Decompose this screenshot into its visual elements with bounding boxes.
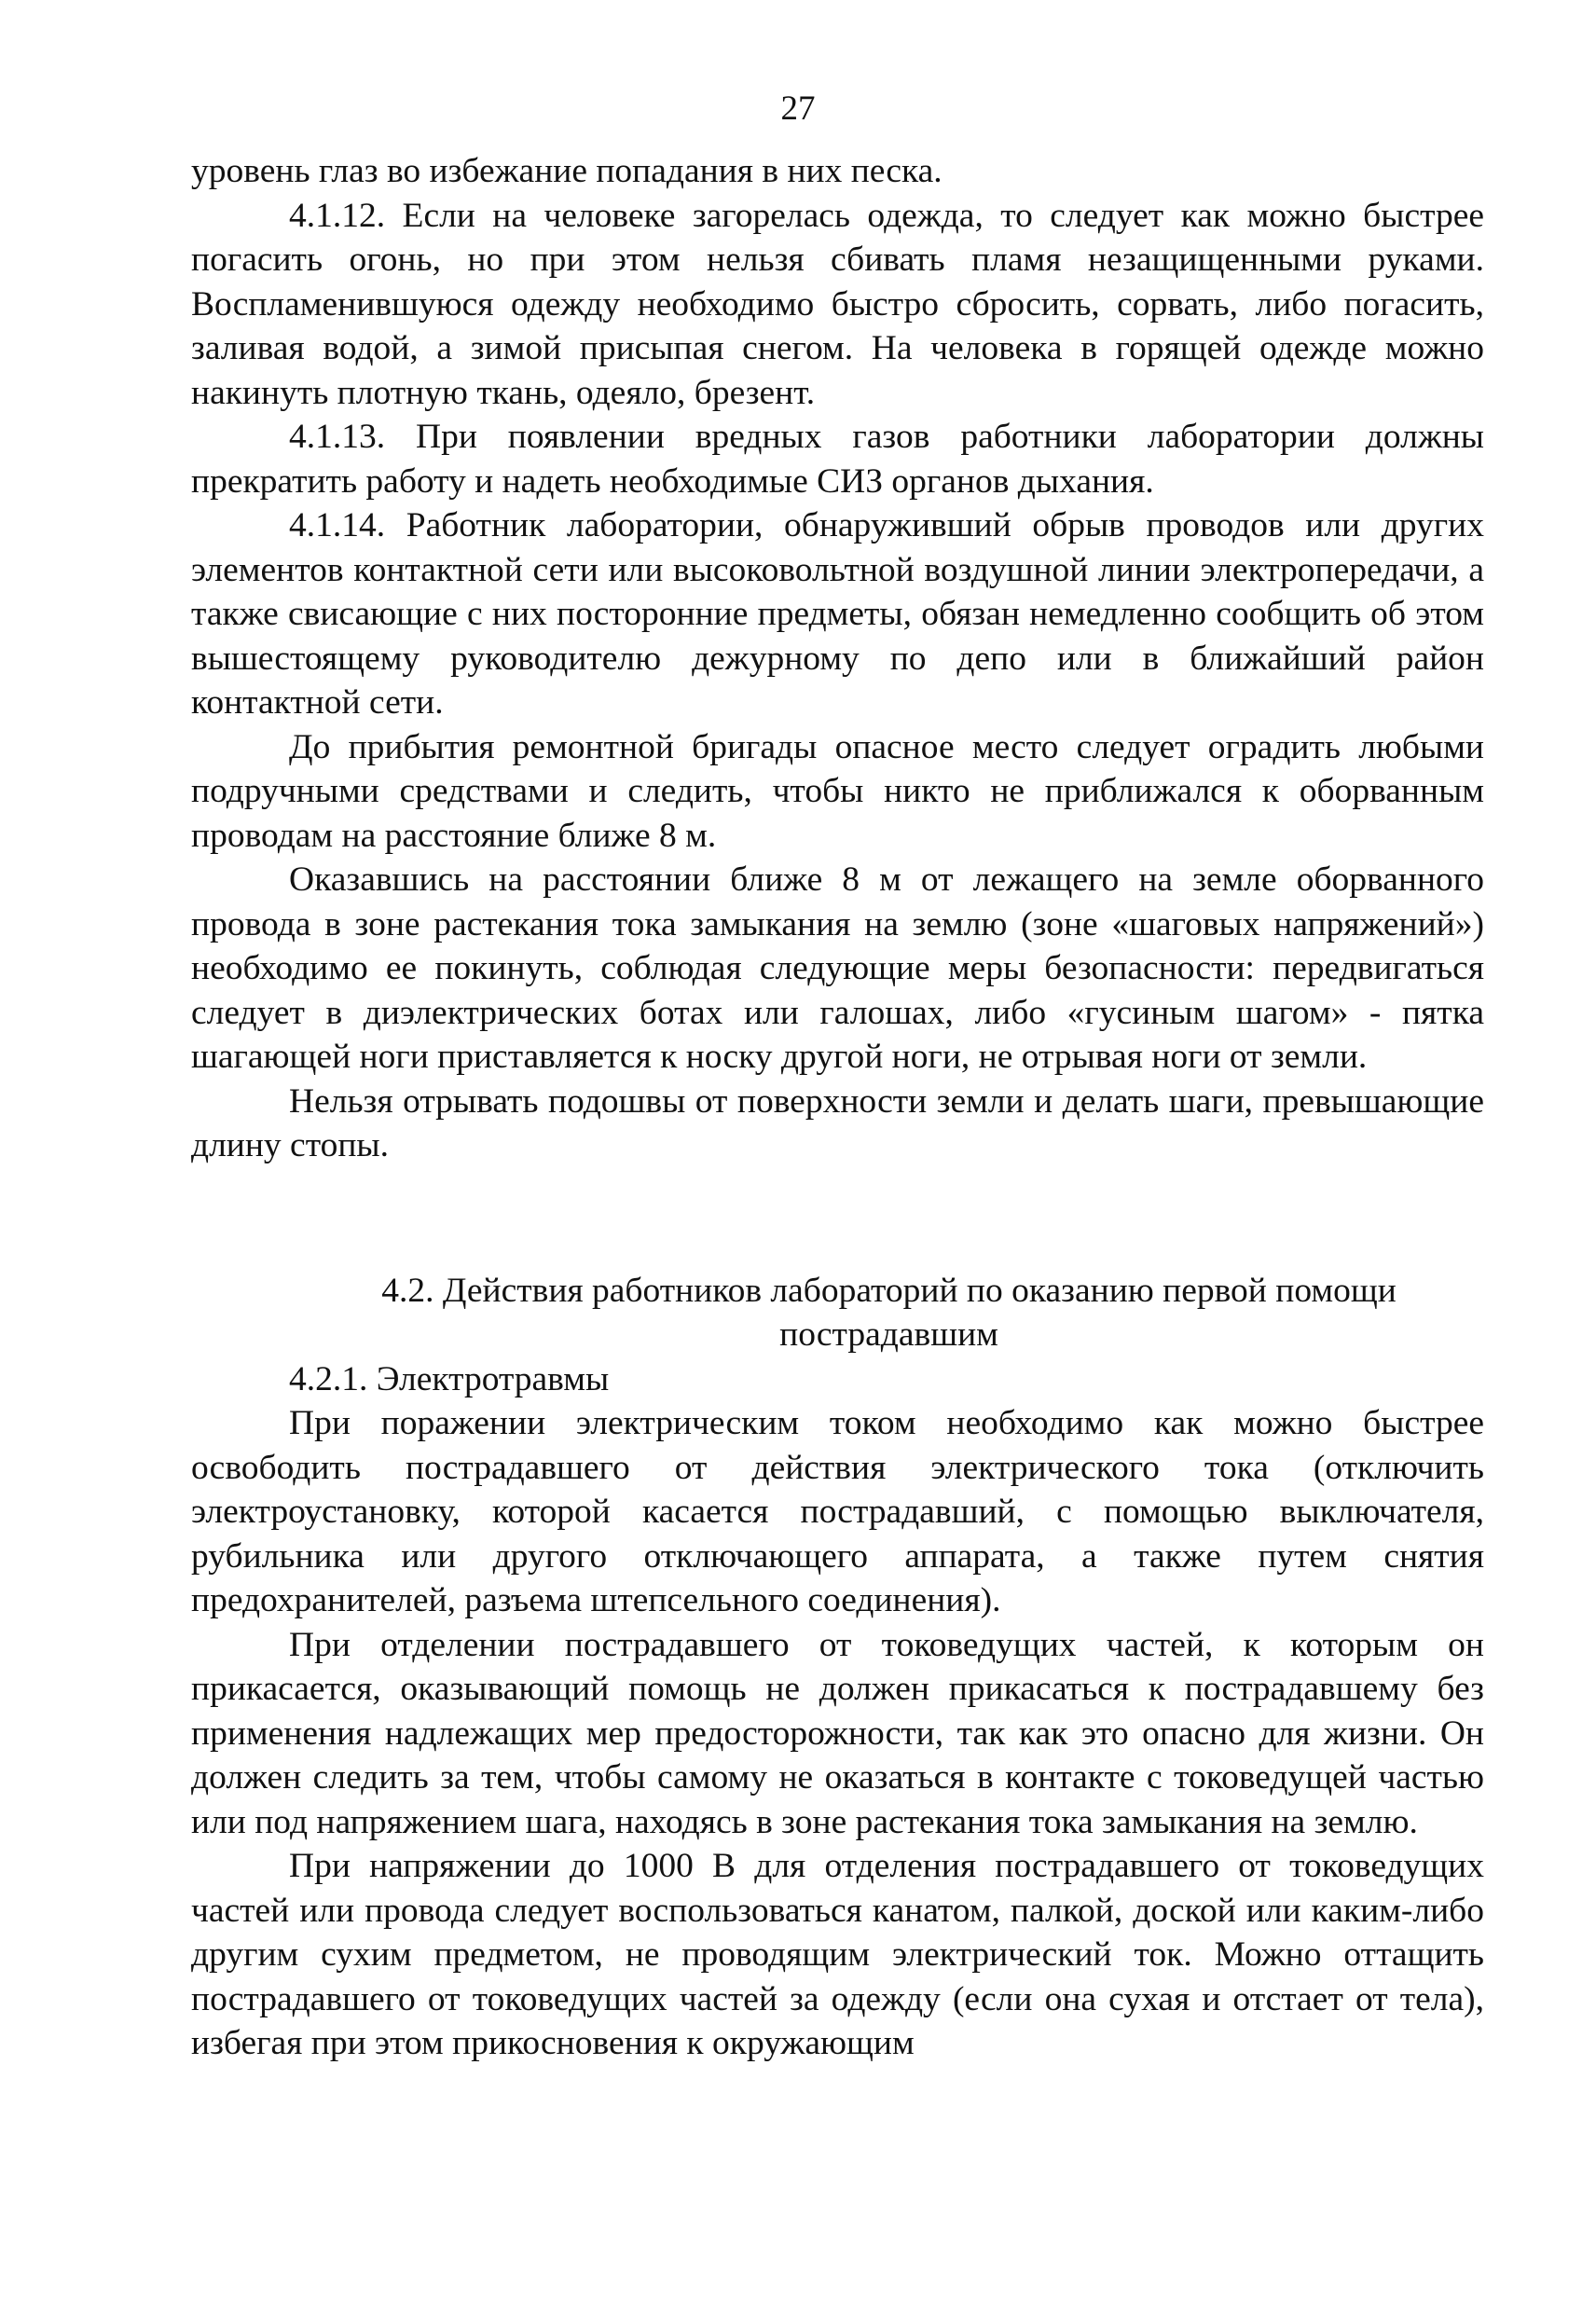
- document-body: [191, 149, 1484, 2066]
- section-title-line-1: 4.2. Действия работников лабораторий по оказанию первой помощи: [381, 1271, 1396, 1310]
- paragraph-continuation: уровень глаз во избежание попадания в них песка.: [191, 152, 942, 190]
- paragraph-4-1-13: 4.1.13. При появлении вредных газов работники лаборатории должны прекратить работу и надеть необходимые СИЗ органов дыхания.: [191, 418, 1484, 501]
- paragraph-4-1-12: 4.1.12. Если на человеке загорелась одежда, то следует как можно быстрее погасить огонь, но при этом нельзя сбивать пламя незащищенными руками. Воспламенившуюся одежду необходимо быстро сбросить, сорвать, либо погасить, заливая водой, а зимой присыпая снегом. На человека в горящей одежде можно накинуть плотную ткань, одеяло, брезент.: [191, 196, 1484, 412]
- paragraph-feet-warning: Нельзя отрывать подошвы от поверхности земли и делать шаги, превышающие длину стопы.: [191, 1081, 1484, 1164]
- paragraph-step-voltage: Оказавшись на расстоянии ближе 8 м от лежащего на земле оборванного провода в зоне растекания тока замыкания на землю (зоне «шаговых напряжений») необходимо ее покинуть, соблюдая следующие меры безопасности: передвигаться следует в диэлектрических ботах или галошах, либо «гусиным шагом» - пятка шагающей ноги приставляется к носку другой ноги, не отрывая ноги от земли.: [191, 860, 1484, 1076]
- paragraph-electric-shock: При поражении электрическим током необходимо как можно быстрее освободить пострадавшего от действия электрического тока (отключить электроустановку, которой касается пострадавший, с помощью выключателя, рубильника или другого отключающего аппарата, а также путем снятия предохранителей, разъема штепсельного соединения).: [191, 1404, 1484, 1619]
- paragraph-4-1-14: 4.1.14. Работник лаборатории, обнаруживший обрыв проводов или других элементов контактной сети или высоковольтной воздушной линии электропередачи, а также свисающие с них посторонние предметы, обязан немедленно сообщить об этом вышестоящему руководителю дежурному по депо или в ближайший район контактной сети.: [191, 506, 1484, 722]
- page-number: 27: [780, 89, 816, 128]
- paragraph-repair-crew: До прибытия ремонтной бригады опасное место следует оградить любыми подручными средствами и следить, чтобы никто не приближался к оборванным проводам на расстояние ближе 8 м.: [191, 727, 1484, 855]
- subsection-heading: 4.2.1. Электротравмы: [289, 1359, 610, 1398]
- section-heading: [191, 1269, 1484, 1357]
- paragraph-voltage-1000: При напряжении до 1000 В для отделения пострадавшего от токоведущих частей или провода следует воспользоваться канатом, палкой, доской или каким-либо другим сухим предметом, не проводящим электрический ток. Можно оттащить пострадавшего от токоведущих частей за одежду (если она сухая и отстает от тела), избегая при этом прикосновения к окружающим: [191, 1847, 1484, 2062]
- paragraph-separation: При отделении пострадавшего от токоведущих частей, к которым он прикасается, оказывающий помощь не должен прикасаться к пострадавшему без применения надлежащих мер предосторожности, так как это опасно для жизни. Он должен следить за тем, чтобы самому не оказаться в контакте с токоведущей частью или под напряжением шага, находясь в зоне растекания тока замыкания на землю.: [191, 1625, 1484, 1841]
- section-title-line-2: пострадавшим: [779, 1315, 998, 1354]
